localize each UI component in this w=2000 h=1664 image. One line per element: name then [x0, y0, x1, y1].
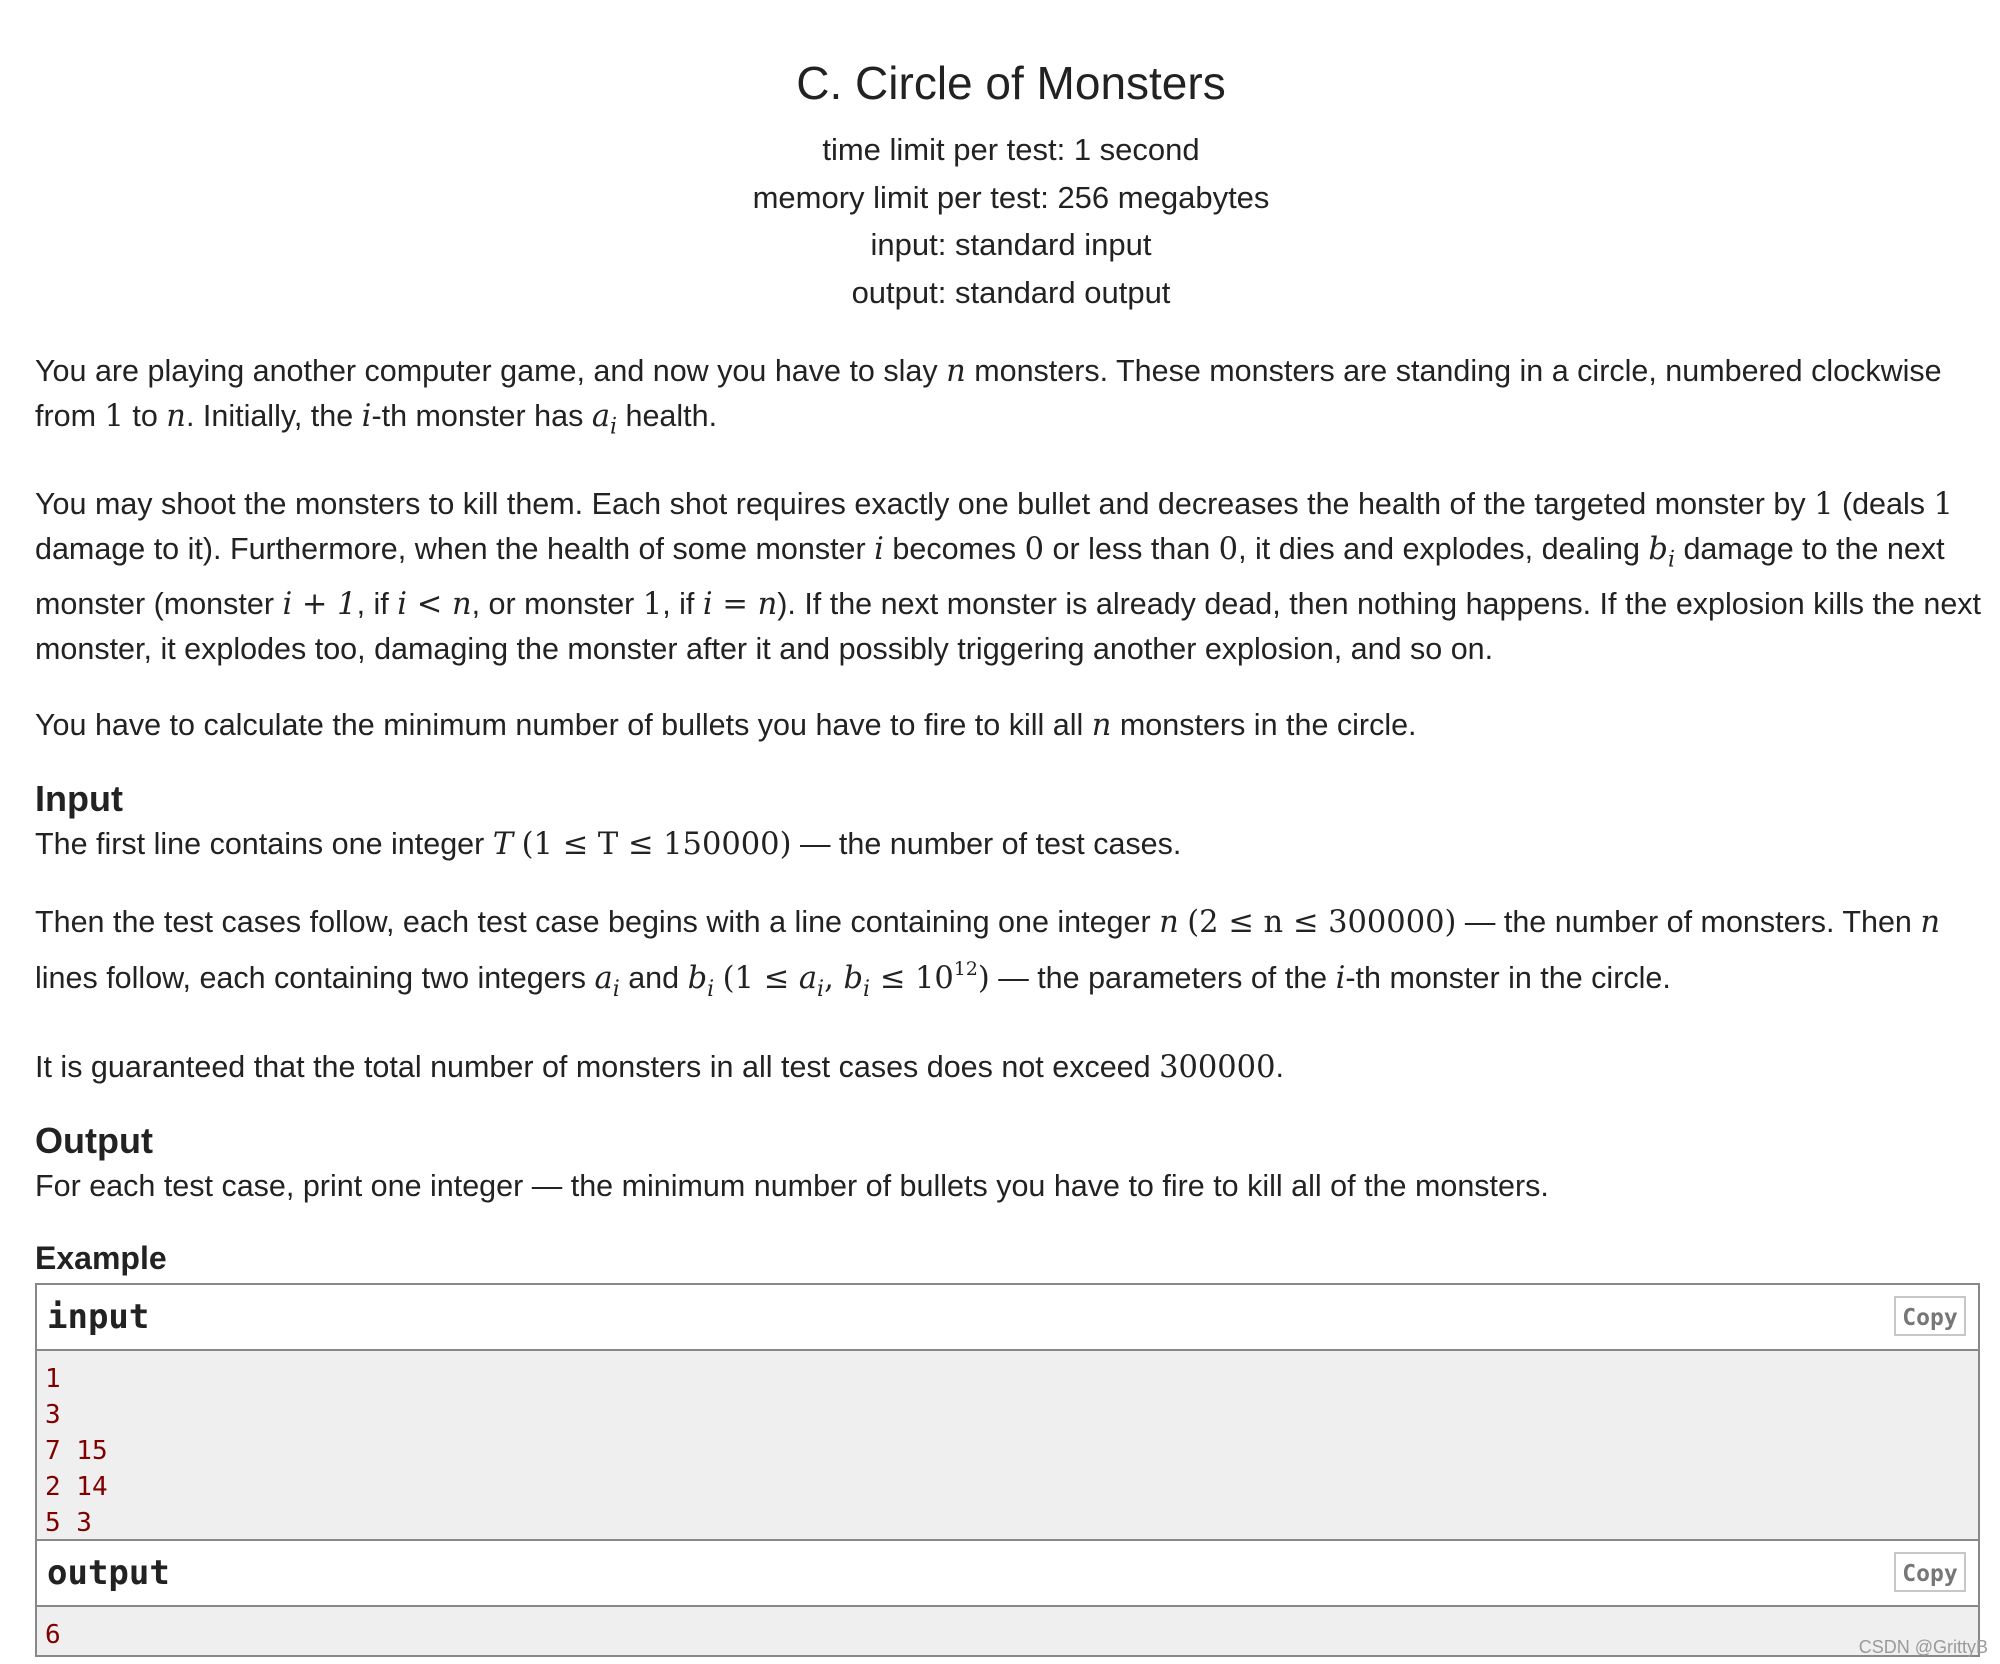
- problem-header: [35, 52, 1987, 316]
- sample-output-label: output: [47, 1553, 170, 1594]
- watermark: CSDN @GrittyB: [1858, 1637, 1988, 1657]
- copy-output-button[interactable]: Copy: [1894, 1552, 1966, 1592]
- statement-paragraph-3: You have to calculate the minimum number of bullets you have to fire to kill all n monsters in the circle.: [35, 708, 1417, 744]
- output-paragraph: For each test case, print one integer — the minimum number of bullets you have to fire to kill all of the monsters.: [35, 1169, 1549, 1204]
- problem-statement: [35, 0, 1987, 1657]
- input-paragraph-2: Then the test cases follow, each test case begins with a line containing one integer n (2 ≤ n ≤ 300000) — the number of monsters. Then n lines follow, each containing two integers $a_i$ and $b_i$ ($1 \le a_i$, $b_i \le 10^{12}$) — the parameters of the i-th monster in the circle.: [35, 905, 1941, 1003]
- example-title: Example: [35, 1240, 167, 1277]
- page-title: C. Circle of Monsters: [796, 57, 1226, 109]
- input-section-title: Input: [35, 778, 123, 820]
- sample-output-content: 6: [37, 1607, 1978, 1655]
- output-file: output: standard output: [851, 274, 1171, 310]
- example-box: [35, 1283, 1980, 1657]
- input-paragraph-3: It is guaranteed that the total number of monsters in all test cases does not exceed 300000.: [35, 1050, 1284, 1086]
- input-paragraph-1: The first line contains one integer T (1 ≤ T ≤ 150000) — the number of test cases.: [35, 827, 1182, 863]
- output-section-title: Output: [35, 1120, 153, 1162]
- sample-input-content: 1 3 7 15 2 14 5 3: [37, 1351, 1978, 1539]
- time-limit: time limit per test: 1 second: [822, 132, 1200, 167]
- statement-paragraph-1: You are playing another computer game, and now you have to slay n monsters. These monsters are standing in a circle, numbered clockwise from 1 to n. Initially, the i-th monster has $a_i$ health.: [35, 354, 1942, 440]
- input-file: input: standard input: [870, 227, 1152, 262]
- problem-limits: [35, 126, 1987, 316]
- memory-limit: memory limit per test: 256 megabytes: [752, 179, 1270, 215]
- copy-input-button[interactable]: Copy: [1894, 1296, 1966, 1336]
- sample-input-label: input: [47, 1297, 150, 1338]
- sample-output-header: [37, 1541, 1978, 1607]
- statement-paragraph-2: You may shoot the monsters to kill them. Each shot requires exactly one bullet and decreases the health of the targeted monster by 1 (deals 1 damage to it). Furthermore, when the health of some monster i becomes 0 or less than 0, it dies and explodes, dealing $b_i$ damage to the next monster (monster i + 1, if i < n, or monster 1, if i = n). If the next monster is already dead, then nothing happens. If the explosion kills the next monster, it explodes too, damaging the monster after it and possibly triggering another explosion, and so on.: [35, 486, 1982, 667]
- sample-input-header: [37, 1285, 1978, 1351]
